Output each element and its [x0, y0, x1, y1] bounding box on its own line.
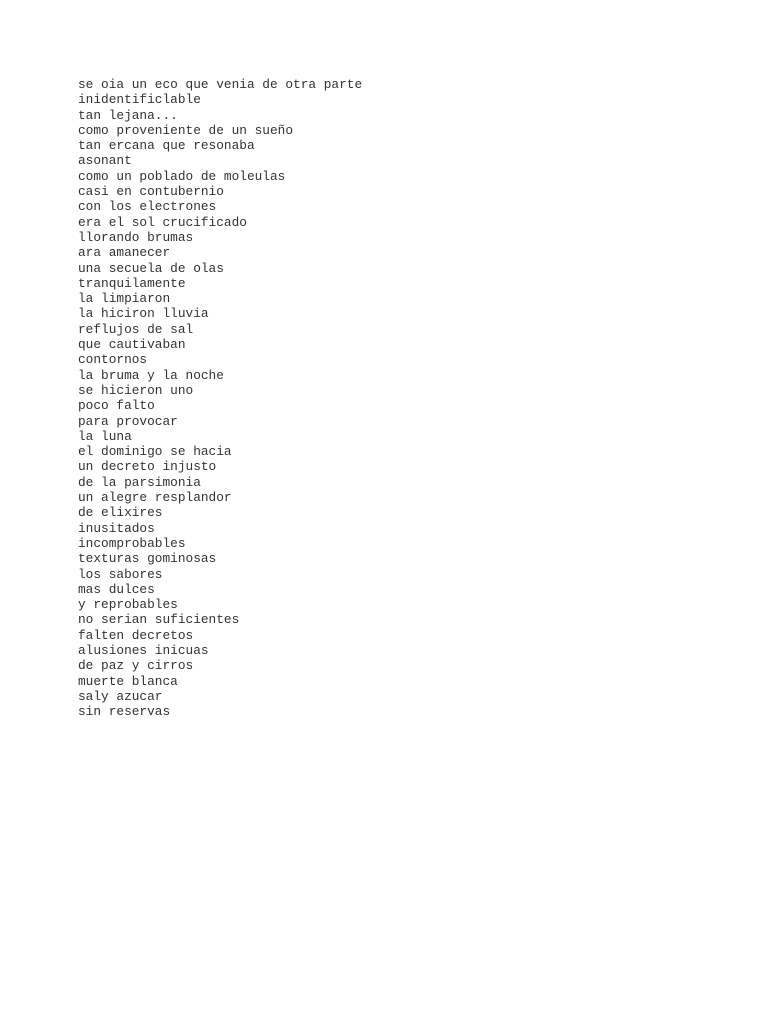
poem-line: se oia un eco que venia de otra parte [78, 77, 363, 92]
poem-line: casi en contubernio [78, 184, 224, 200]
poem-line: tan lejana... [78, 107, 178, 123]
poem-line: saly azucar [78, 688, 163, 704]
poem-line: para provocar [78, 413, 178, 429]
poem-line: la hiciron lluvia [78, 306, 209, 322]
poem-line: los sabores [78, 566, 163, 582]
poem-line: como un poblado de moleulas [78, 168, 286, 184]
poem-line: que cautivaban [78, 337, 186, 353]
poem-line: sin reservas [78, 704, 171, 720]
poem-line: poco falto [78, 398, 155, 414]
poem-line: inidentificlable [78, 92, 201, 108]
poem-line: asonant [78, 153, 132, 169]
poem-line: no serian suficientes [78, 612, 240, 628]
poem-line: mas dulces [78, 581, 155, 597]
poem-line: se hicieron uno [78, 382, 194, 398]
poem-line: y reprobables [78, 597, 178, 613]
poem-line: la luna [78, 428, 132, 444]
poem-line: contornos [78, 352, 148, 368]
poem-line: muerte blanca [78, 673, 178, 689]
poem-line: un alegre resplandor [78, 490, 232, 506]
poem-line: inusitados [78, 520, 155, 536]
poem-line: tranquilamente [78, 275, 186, 291]
poem-line: tan ercana que resonaba [78, 138, 255, 154]
poem-line: alusiones inicuas [78, 642, 209, 658]
poem-line: una secuela de olas [78, 260, 224, 276]
poem-line: de paz y cirros [78, 658, 194, 674]
poem-line: como proveniente de un sueño [78, 122, 294, 138]
poem-line: de la parsimonia [78, 474, 201, 490]
poem-line: el dominigo se hacia [78, 444, 232, 460]
poem-line: de elixires [78, 505, 163, 521]
poem-line: texturas gominosas [78, 551, 217, 567]
poem-text [78, 77, 362, 719]
poem-line: con los electrones [78, 199, 217, 215]
poem-line: llorando brumas [78, 229, 194, 245]
poem-line: incomprobables [78, 535, 186, 551]
poem-line: la limpiaron [78, 291, 171, 307]
poem-line: la bruma y la noche [78, 367, 224, 383]
poem-line: era el sol crucificado [78, 214, 247, 230]
poem-line: un decreto injusto [78, 459, 217, 475]
poem-line: reflujos de sal [78, 321, 194, 337]
poem-line: ara amanecer [78, 245, 171, 261]
poem-line: falten decretos [78, 627, 194, 643]
